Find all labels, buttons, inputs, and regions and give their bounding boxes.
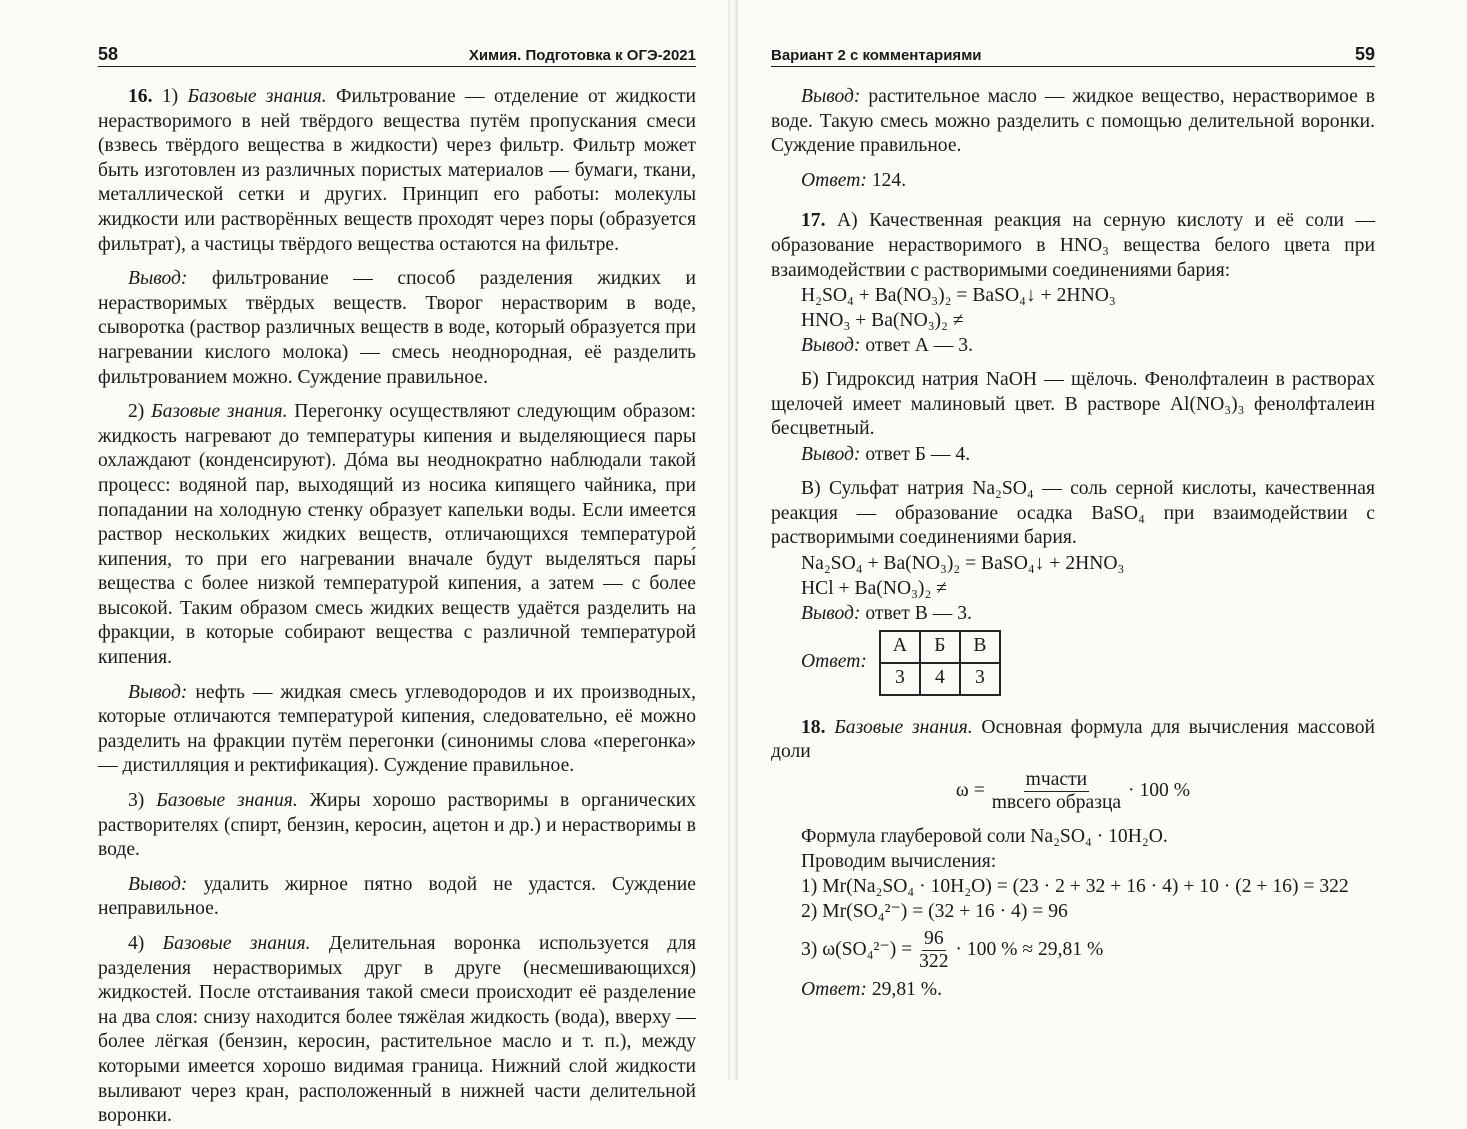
conclusion-4 [771, 85, 1375, 159]
conclusion-4-label: Вывод: [801, 86, 861, 107]
q17-part-b: Б) Гидроксид натрия NaOH — щёлочь. Фенолфталеин в растворах щелочей имеет малиновый цвет. В растворе Al(NO₃)₃ фенолфталеин бесцветный. [771, 369, 1375, 440]
left-body [98, 85, 696, 1129]
answer-table-cell: 4 [920, 663, 960, 695]
q17-text: А) Качественная реакция на серную кислоту и её соли — образование нерастворимого в HNO₃ вещества белого цвета при взаимодействии с растворимыми соединениями бария: [771, 210, 1375, 281]
left-book-title: Химия. Подготовка к ОГЭ-2021 [468, 47, 696, 64]
glauber-salt-formula: Формула глауберовой соли Na₂SO₄ · 10H₂O. [801, 825, 1168, 847]
answer-17 [771, 630, 1375, 696]
left-page [0, 0, 730, 1127]
conclusion-3-label: Вывод: [128, 873, 188, 895]
q18-paragraph [771, 716, 1375, 765]
conclusion-b-label: Вывод: [801, 443, 861, 465]
calc-step-1: 1) Mr(Na₂SO₄ · 10H₂O) = (23 · 2 + 32 + 16 · 4) + 10 · (2 + 16) = 322 [801, 875, 1349, 897]
conclusion-b-text: ответ Б — 4. [860, 443, 971, 465]
conclusion-2-text: нефть — жидкая смесь углеводородов и их производных, которые отличаются температурой кипения, следовательно, её можно разделить на фракции путём перегонки (синонимы слова «перегонка» — дистилляция и ректификация). Суждение правильное. [98, 681, 696, 777]
left-page-number: 58 [98, 44, 119, 64]
q18-label: Базовые знания. [834, 716, 973, 738]
calc-intro: Проводим вычисления: [801, 850, 997, 872]
answer-table-cell: 3 [960, 663, 1000, 695]
part-4-text: Делительная воронка используется для разделения нерастворимых друг в друге (несмешивающихся) жидкостей. После отстаивания такой смеси происходит её разделение на два слоя: снизу находится более тяжёлая жидкость (вода), вверху — более лёгкая (бензин, керосин, растительное масло и т. п.), между которыми имеется хорошо видимая граница. Нижний слой жидкости выливают через кран, расположенный в нижней части делительной воронки. [98, 933, 697, 1127]
calc-step-3 [801, 928, 1375, 973]
conclusion-2 [98, 681, 696, 779]
q16-part-4 [98, 932, 696, 1129]
equation-1: H₂SO₄ + Ba(NO₃)₂ = BaSO₄↓ + 2HNO₃ [801, 285, 1116, 307]
q17-equations-v [771, 551, 1375, 626]
answer-17-label: Ответ: [801, 651, 867, 673]
q18-calculations [771, 824, 1375, 1002]
answer-18 [801, 977, 1375, 1002]
formula-rhs: · 100 % [1128, 779, 1191, 801]
conclusion-v-label: Вывод: [801, 602, 861, 624]
equation-2: HNO₃ + Ba(NO₃)₂ ≠ [801, 310, 964, 332]
formula-lhs: ω = [955, 779, 985, 801]
q17-number: 17. [801, 210, 826, 232]
conclusion-a [801, 333, 1375, 358]
q18-number: 18. [801, 716, 826, 738]
right-page-number: 59 [1354, 44, 1375, 64]
calc-step-2: 2) Mr(SO₄²⁻) = (32 + 16 · 4) = 96 [801, 900, 1068, 922]
part-4-prefix: 4) [128, 933, 163, 954]
right-body [771, 85, 1375, 1002]
q16-text: Фильтрование — отделение от жидкости нерастворимого в ней твёрдого вещества путём пропускания смеси (взвесь твёрдого вещества в жидкости) через фильтр. Фильтр может быть изготовлен из различных пористых материалов — бумаги, ткани, металлической сетки и других. Принцип его работы: молекулы жидкости или растворённых веществ проходят через поры (образуется фильтрат), а частицы твёрдого вещества остаются на фильтре. [98, 86, 696, 255]
q16-part-3 [98, 789, 696, 863]
equation-3: Na₂SO₄ + Ba(NO₃)₂ = BaSO₄↓ + 2HNO₃ [801, 552, 1125, 574]
right-page [737, 0, 1467, 1080]
part-4-label: Базовые знания. [162, 933, 311, 954]
q18-text: Основная формула для вычисления массовой доли [771, 716, 1375, 763]
conclusion-a-label: Вывод: [801, 335, 861, 357]
answer-table-header: А [880, 631, 920, 663]
answer-18-value: 29,81 %. [866, 978, 943, 1000]
calc-3-lhs: 3) ω(SO₄²⁻) = [801, 938, 913, 960]
left-running-head [98, 44, 696, 67]
right-running-head [771, 44, 1375, 67]
conclusion-1-label: Вывод: [128, 268, 188, 290]
formula-numerator: mчасти [1025, 768, 1088, 790]
part-3-label: Базовые знания. [156, 790, 298, 812]
answer-table-header: Б [920, 631, 960, 663]
conclusion-4-text: растительное масло — жидкое вещество, нерастворимое в воде. Такую смесь можно разделить с помощью делительной воронки. Суждение правильное. [771, 86, 1375, 157]
mass-fraction-formula [771, 769, 1375, 814]
conclusion-1-text: фильтрование — способ разделения жидких и нерастворимых твёрдых веществ. Творог нерастворим в воде, сыворотка (раствор различных веществ в воде, который образуется при нагревании кислого молока) — смесь неоднородная, её разделить фильтрованием можно. Суждение правильное. [98, 268, 696, 388]
answer-16-label: Ответ: [801, 169, 867, 191]
answer-16 [771, 169, 1375, 194]
q16-number: 16. [128, 86, 153, 107]
part-2-prefix: 2) [128, 401, 152, 423]
answer-18-label: Ответ: [801, 978, 867, 1000]
answer-table-header: В [960, 631, 1000, 663]
conclusion-v [801, 601, 1375, 626]
calc-3-fraction [917, 928, 950, 973]
conclusion-2-label: Вывод: [128, 681, 188, 703]
q17-equations-a [771, 283, 1375, 358]
q16-part-2 [98, 400, 696, 671]
conclusion-a-text: ответ А — 3. [860, 335, 973, 357]
calc-3-denominator: 322 [919, 950, 949, 972]
answer-17-table [879, 630, 1001, 696]
answer-table-cell: 3 [880, 663, 920, 695]
part-2-label: Базовые знания. [151, 401, 288, 423]
conclusion-v-text: ответ В — 3. [860, 602, 972, 624]
equation-4: HCl + Ba(NO₃)₂ ≠ [801, 577, 947, 599]
conclusion-3 [98, 873, 696, 922]
conclusion-1 [98, 267, 696, 390]
formula-denominator: mвсего образца [991, 791, 1122, 813]
calc-3-rhs: · 100 % ≈ 29,81 % [955, 938, 1104, 960]
conclusion-b [801, 442, 1375, 467]
q16-prefix: 1) [152, 86, 188, 107]
answer-16-value: 124. [866, 169, 907, 191]
calc-3-numerator: 96 [924, 927, 944, 949]
q16-paragraph [98, 85, 696, 257]
formula-fraction [990, 769, 1123, 814]
part-3-text: Жиры хорошо растворимы в органических растворителях (спирт, бензин, керосин, ацетон и др.) и нерастворимы в воде. [98, 790, 696, 861]
part-3-prefix: 3) [128, 790, 157, 812]
q17-paragraph [771, 209, 1375, 283]
conclusion-3-text: удалить жирное пятно водой не удастся. Суждение неправильное. [98, 873, 696, 920]
q16-label: Базовые знания. [187, 86, 327, 107]
right-section-title: Вариант 2 с комментариями [771, 47, 982, 64]
part-2-text: Перегонку осуществляют следующим образом: жидкость нагревают до температуры кипения и выделяющиеся пары охлаждают (конденсируют). Дóма вы неоднократно наблюдали такой процесс: водяной пар, выходящий из носика кипящего чайника, при попадании на холодную стенку образует капельки воды. Если имеется раствор нескольких жидких веществ, отличающихся температурой кипения, то при его нагревании вначале будут выделяться пары́ вещества с более низкой температурой кипения, а затем — с более высокой. Таким образом смесь жидких веществ удаётся разделить на фракции, в которые собирают вещества с различной температурой кипения. [98, 401, 696, 669]
q17-part-v: В) Сульфат натрия Na₂SO₄ — соль серной кислоты, качественная реакция — образование осадка BaSO₄ при взаимодействии с растворимыми соединениями бария. [771, 477, 1375, 549]
q17-conclusion-b [771, 442, 1375, 467]
